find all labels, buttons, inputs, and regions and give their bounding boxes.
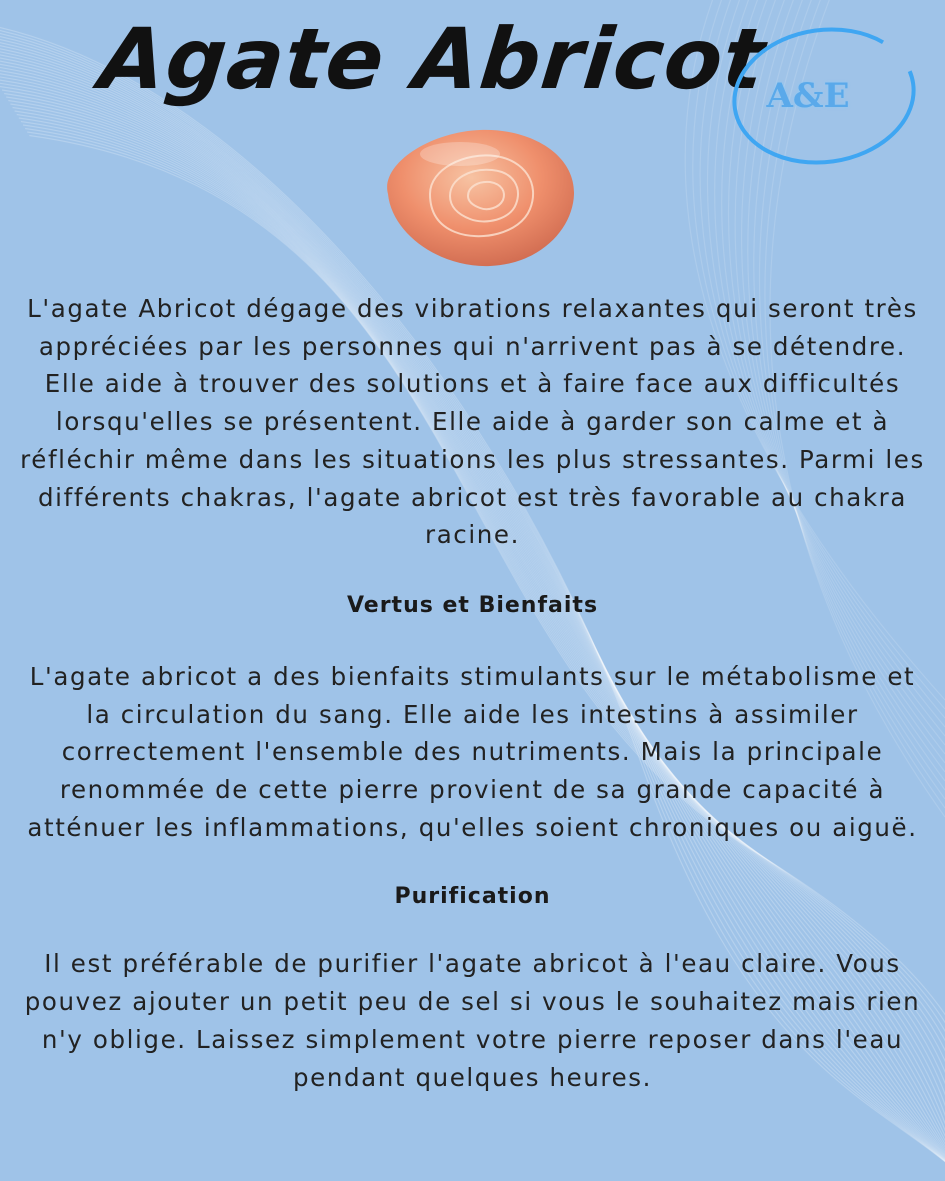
section-heading-purification: Purification: [394, 884, 551, 910]
brand-logo: [728, 22, 920, 170]
vertus-paragraph: L'agate abricot a des bienfaits stimulants sur le métabolisme et la circulation du sang. Elle aide les intestins à assimiler correctement l'ensemble des nutriments. Mais la principale renommée de cette pierre provient de sa grande capacité à atténuer les inflammations, qu'elles soient chroniques ou aiguë.: [27, 661, 918, 842]
section-heading-vertus: Vertus et Bienfaits: [346, 592, 599, 618]
page-title: Agate Abricot: [95, 10, 770, 108]
main-content: [20, 290, 925, 1096]
purification-paragraph: Il est préférable de purifier l'agate abricot à l'eau claire. Vous pouvez ajouter un petit peu de sel si vous le souhaitez mais rien n'y oblige. Laissez simplement votre pierre reposer dans l'eau pendant quelques heures.: [24, 949, 921, 1092]
intro-paragraph: L'agate Abricot dégage des vibrations relaxantes qui seront très appréciées par les personnes qui n'arrivent pas à se détendre. Elle aide à trouver des solutions et à faire face aux difficultés lorsqu'elles se présentent. Elle aide à garder son calme et à réfléchir même dans les situations les plus stressantes. Parmi les différents chakras, l'agate abricot est très favorable au chakra racine.: [20, 294, 925, 550]
logo-text: A&E: [766, 76, 850, 116]
stone-image: [370, 124, 582, 270]
